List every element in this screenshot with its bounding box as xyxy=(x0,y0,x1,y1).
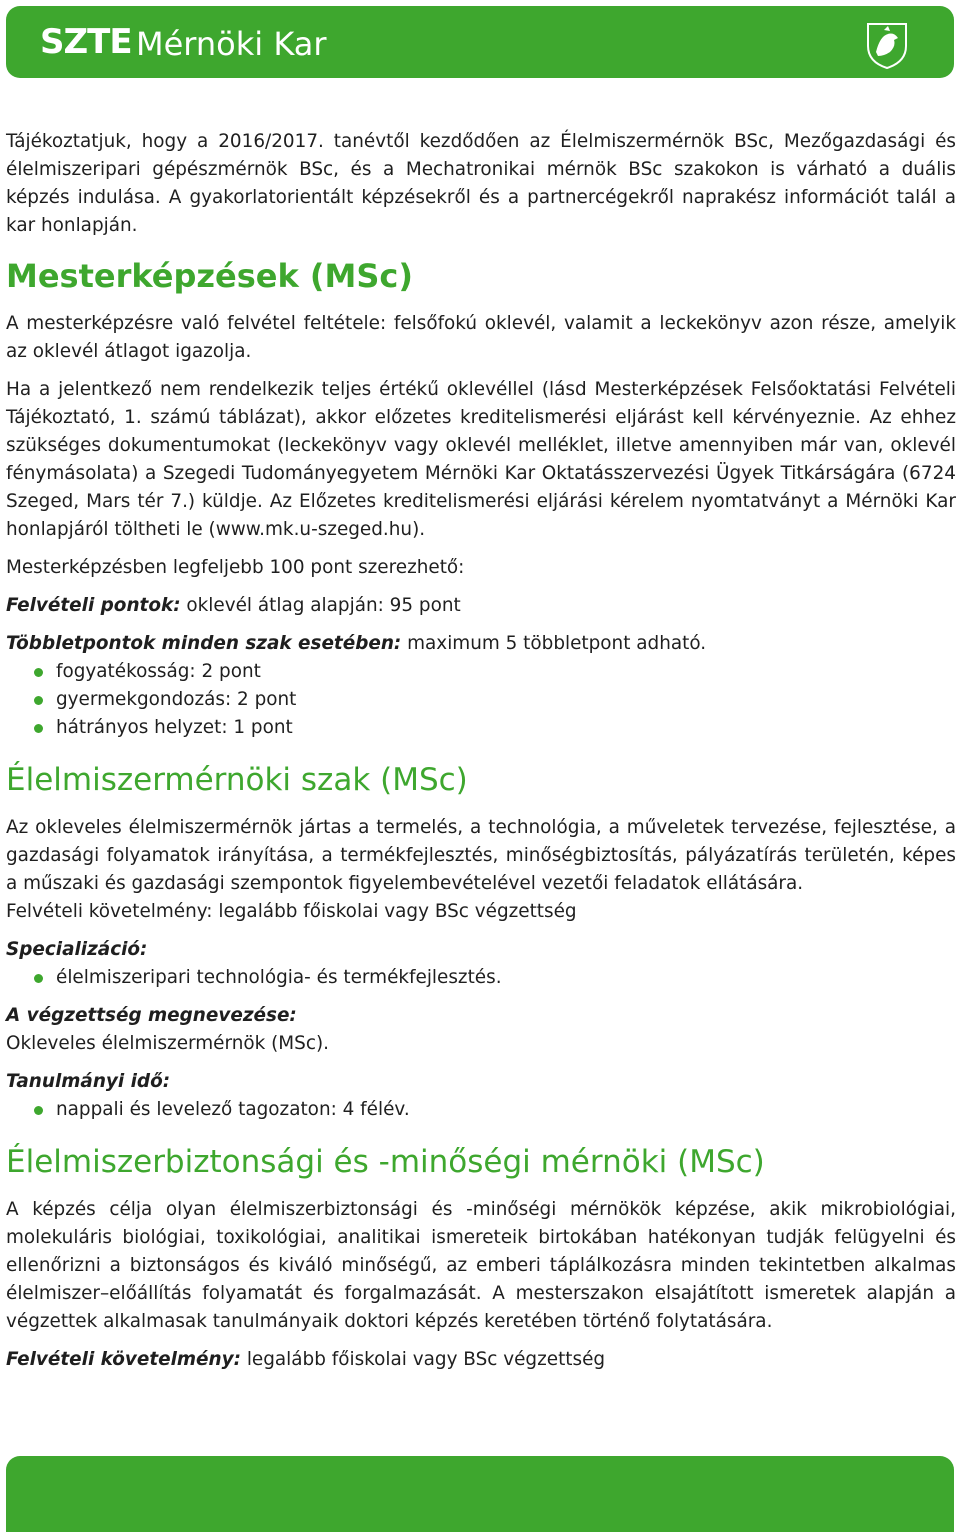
vegzettseg-text: Okleveles élelmiszermérnök (MSc). xyxy=(6,1033,329,1054)
elm-requirement: Felvételi követelmény: legalább főiskolai vagy BSc végzettség xyxy=(6,901,577,922)
msc-paragraph-2: Ha a jelentkező nem rendelkezik teljes értékű oklevéllel (lásd Mesterképzések Felsőoktatási Felvételi Tájékoztató, 1. számú táblázat), akkor előzetes kreditelismerési eljárást kell kérvényeznie. Az ehhez szükséges dokumentumokat (leckekönyv vagy oklevél melléklet, illetve amennyiben már van, oklevél fénymásolata) a Szegedi Tudományegyetem Mérnöki Kar Oktatásszervezési Ügyek Titkárságára (6724 Szeged, Mars tér 7.) küldje. Az Előzetes kreditelismerési eljárási kérelem nyomtatványt a Mérnöki Kar honlapjáról töltheti le (www.mk.u-szeged.hu). xyxy=(6,379,956,540)
szte-logo: SZTE xyxy=(40,22,132,62)
msc-paragraph-1: A mesterképzésre való felvétel feltétele: felsőfokú oklevél, valamit a leckekönyv azon része, amelyik az oklevél átlagot igazolja. xyxy=(6,313,956,362)
felveteli-pontok-label: Felvételi pontok: xyxy=(6,595,181,616)
list-item: nappali és levelező tagozaton: 4 félév. xyxy=(6,1096,956,1124)
tanulmanyi-ido-list xyxy=(6,1096,956,1124)
list-item: gyermekgondozás: 2 pont xyxy=(6,686,956,714)
list-item: fogyatékosság: 2 pont xyxy=(6,658,956,686)
safety-requirement-text: legalább főiskolai vagy BSc végzettség xyxy=(240,1349,606,1370)
tobbletpontok-label: Többletpontok minden szak esetében: xyxy=(6,633,402,654)
vegzettseg-label: A végzettség megnevezése: xyxy=(6,1005,297,1026)
safety-paragraph-1: A képzés célja olyan élelmiszerbiztonsági és -minőségi mérnökök képzése, akik mikrobiológiai, molekuláris biológiai, toxikológiai, analitikai ismereteik birtokában hatékonyan tudják felügyelni és ellenőrizni a biztonságos és kiváló minőségű, az emberi táplálkozásra minden tekintetben alkalmas élelmiszer–előállítás folyamatát és forgalmazását. A mesterszakon elsajátított ismeretek alapján a végzettek alkalmasak tanulmányaik doktori képzés keretében történő folytatására. xyxy=(6,1199,956,1332)
bullet-icon xyxy=(34,974,43,983)
felveteli-pontok xyxy=(6,592,956,620)
msc-section-title: Mesterképzések (MSc) xyxy=(6,257,414,295)
tobbletpontok xyxy=(6,630,956,658)
university-crest-icon xyxy=(860,18,914,72)
bullet-icon xyxy=(34,696,43,705)
specializacio-label: Specializáció: xyxy=(6,939,148,960)
faculty-title: Mérnöki Kar xyxy=(136,25,327,63)
safety-requirement xyxy=(6,1346,956,1374)
bullet-icon xyxy=(34,1106,43,1115)
list-item: hátrányos helyzet: 1 pont xyxy=(6,714,956,742)
tobbletpont-list xyxy=(6,658,956,742)
tobbletpontok-text: maximum 5 többletpont adható. xyxy=(401,633,707,654)
elm-paragraph-1: Az okleveles élelmiszermérnök jártas a termelés, a technológia, a műveletek tervezése, fejlesztése, a gazdasági folyamatok irányítása, a termékfejlesztés, minőségbiztosítás, pályázatírás területén, képes a műszaki és gazdasági szempontok figyelembevételével vezetői feladatok ellátására. xyxy=(6,817,956,894)
header-banner xyxy=(6,6,954,78)
specializacio-list xyxy=(6,964,956,992)
safety-section-title: Élelmiszerbiztonsági és -minőségi mérnöki (MSc) xyxy=(6,1144,765,1180)
safety-requirement-label: Felvételi követelmény: xyxy=(6,1349,241,1370)
intro-paragraph: Tájékoztatjuk, hogy a 2016/2017. tanévtől kezdődően az Élelmiszermérnök BSc, Mezőgazdasági és élelmiszeripari gépészmérnök BSc, és a Mechatronikai mérnök BSc szakokon is várható a duális képzés indulása. A gyakorlatorientált képzésekről és a partnercégekről naprakész információt talál a kar honlapján. xyxy=(6,131,956,236)
bullet-icon xyxy=(34,668,43,677)
footer-banner xyxy=(6,1456,954,1532)
bullet-icon xyxy=(34,724,43,733)
tanulmanyi-ido-label: Tanulmányi idő: xyxy=(6,1071,171,1092)
elm-section-title: Élelmiszermérnöki szak (MSc) xyxy=(6,762,468,798)
list-item: élelmiszeripari technológia- és termékfejlesztés. xyxy=(6,964,956,992)
page-content xyxy=(6,128,956,1374)
felveteli-pontok-text: oklevél átlag alapján: 95 pont xyxy=(180,595,461,616)
msc-points-max: Mesterképzésben legfeljebb 100 pont szerezhető: xyxy=(6,557,465,578)
